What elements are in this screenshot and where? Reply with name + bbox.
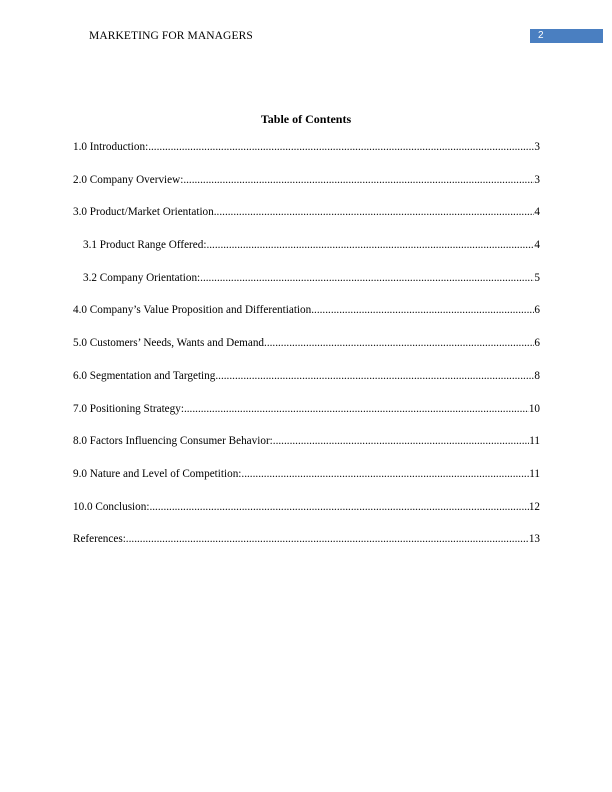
- toc-dot-leader: [200, 271, 534, 285]
- toc-entry-page: 11: [529, 435, 540, 448]
- toc-dot-leader: [206, 238, 534, 252]
- page-number-badge: 2: [530, 29, 603, 43]
- toc-entry-label: 3.2 Company Orientation:: [83, 271, 201, 284]
- toc-entry-page: 5: [534, 271, 540, 284]
- toc-entry-competition[interactable]: [73, 467, 540, 500]
- toc-entry-label: 3.0 Product/Market Orientation: [73, 206, 214, 219]
- toc-dot-leader: [149, 500, 528, 514]
- toc-entry-value-proposition[interactable]: [73, 303, 540, 336]
- toc-dot-leader: [264, 336, 534, 350]
- toc-entry-label: 3.1 Product Range Offered:: [83, 239, 207, 252]
- toc-entry-conclusion[interactable]: [73, 500, 540, 533]
- toc-dot-leader: [215, 369, 534, 383]
- running-header-title: MARKETING FOR MANAGERS: [89, 30, 253, 42]
- toc-heading: Table of Contents: [260, 112, 352, 126]
- toc-entry-company-orientation[interactable]: [73, 271, 540, 304]
- toc-entry-label: 10.0 Conclusion:: [73, 500, 150, 513]
- toc-dot-leader: [184, 402, 529, 416]
- toc-entry-label: 9.0 Nature and Level of Competition:: [73, 467, 242, 480]
- toc-entry-label: 6.0 Segmentation and Targeting: [73, 369, 216, 382]
- toc-entry-page: 3: [534, 173, 540, 186]
- toc-dot-leader: [183, 173, 534, 187]
- toc-entry-positioning-strategy[interactable]: [73, 402, 540, 435]
- toc-dot-leader: [241, 467, 529, 481]
- toc-entry-label: References:: [73, 533, 126, 546]
- toc-dot-leader: [311, 303, 534, 317]
- toc-dot-leader: [126, 532, 529, 546]
- toc-entry-page: 6: [534, 337, 540, 350]
- toc-entry-introduction[interactable]: [73, 140, 540, 173]
- toc-entry-page: 13: [528, 533, 540, 546]
- toc-entry-page: 10: [528, 402, 540, 415]
- toc-entry-page: 4: [534, 239, 540, 252]
- toc-entry-page: 3: [534, 141, 540, 153]
- toc-entry-label: 8.0 Factors Influencing Consumer Behavior:: [73, 435, 273, 448]
- toc-entry-label: 4.0 Company’s Value Proposition and Differentiation: [73, 304, 312, 317]
- toc-entry-page: 4: [534, 206, 540, 219]
- toc-entry-product-market-orientation[interactable]: [73, 205, 540, 238]
- toc-entry-references[interactable]: [73, 532, 540, 565]
- toc-entry-label: 1.0 Introduction:: [73, 141, 149, 153]
- toc-entry-consumer-behavior[interactable]: [73, 434, 540, 467]
- toc-entry-page: 11: [529, 467, 540, 480]
- toc-entry-page: 6: [534, 304, 540, 317]
- toc-entry-label: 2.0 Company Overview:: [73, 173, 184, 186]
- toc-entry-customers-needs[interactable]: [73, 336, 540, 369]
- toc-dot-leader: [273, 434, 529, 448]
- toc-list: [73, 140, 540, 565]
- toc-dot-leader: [214, 205, 535, 219]
- toc-entry-product-range-offered[interactable]: [73, 238, 540, 271]
- toc-entry-label: 7.0 Positioning Strategy:: [73, 402, 184, 415]
- toc-entry-company-overview[interactable]: [73, 173, 540, 206]
- toc-entry-segmentation-targeting[interactable]: [73, 369, 540, 402]
- toc-entry-page: 8: [534, 369, 540, 382]
- toc-dot-leader: [148, 140, 534, 154]
- toc-entry-label: 5.0 Customers’ Needs, Wants and Demand: [73, 337, 265, 350]
- toc-entry-page: 12: [528, 500, 540, 513]
